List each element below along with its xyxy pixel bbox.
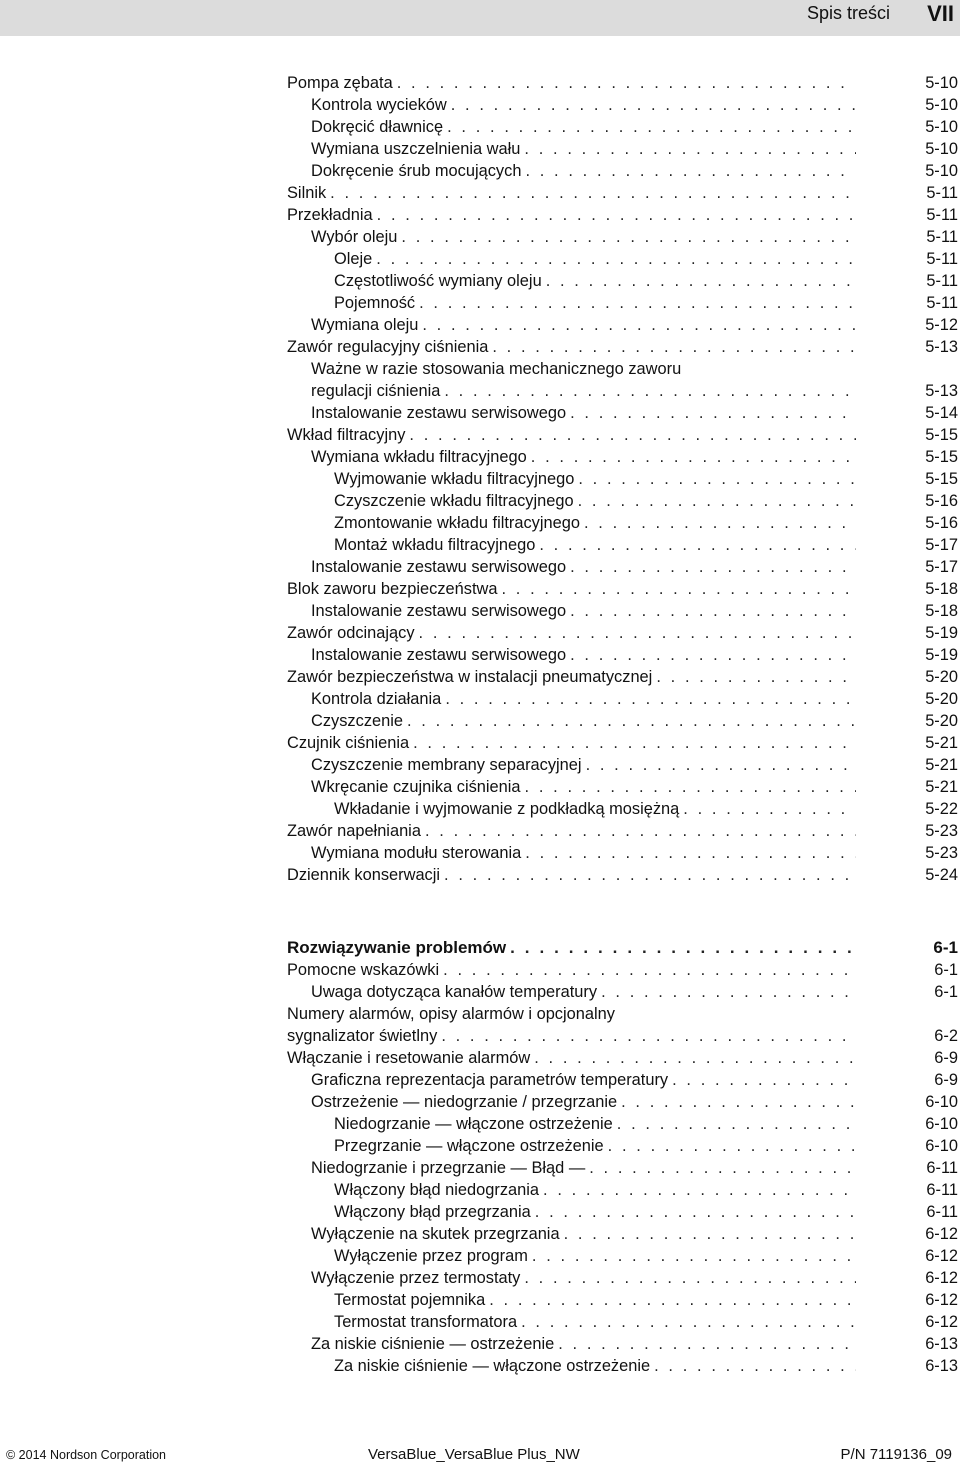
toc-entry-title: Instalowanie zestawu serwisowego: [311, 646, 567, 664]
toc-entry-page: 5-21: [925, 778, 958, 796]
toc-entry-page: 5-16: [925, 492, 958, 510]
toc-entry[interactable]: [287, 204, 958, 226]
toc-section-6: [287, 937, 958, 1377]
toc-entry[interactable]: [287, 270, 958, 292]
toc-dot-leader: [543, 1179, 856, 1201]
toc-entry[interactable]: [287, 1333, 958, 1355]
toc-dot-leader: [444, 864, 856, 886]
toc-dot-leader: [409, 424, 856, 446]
page-footer: [0, 1446, 960, 1466]
toc-entry-page: 6-9: [934, 1049, 958, 1067]
toc-dot-leader: [570, 402, 856, 424]
toc-entry-page: 5-24: [925, 866, 958, 884]
toc-dot-leader: [531, 446, 856, 468]
toc-entry-title: Ostrzeżenie — niedogrzanie / przegrzanie: [311, 1093, 618, 1111]
toc-entry-page: 5-10: [925, 140, 958, 158]
toc-entry[interactable]: [287, 666, 958, 688]
toc-entry-page: 6-12: [925, 1247, 958, 1265]
toc-dot-leader: [407, 710, 856, 732]
toc-entry[interactable]: [287, 116, 958, 138]
toc-entry-title: Uwaga dotycząca kanałów temperatury: [311, 983, 598, 1001]
toc-dot-leader: [510, 937, 856, 959]
toc-entry-page: 5-11: [926, 250, 958, 268]
toc-entry-title: regulacji ciśnienia: [311, 382, 441, 400]
toc-entry-title: Graficzna reprezentacja parametrów temperatury: [311, 1071, 669, 1089]
toc-entry[interactable]: [287, 534, 958, 556]
toc-dot-leader: [524, 138, 856, 160]
toc-dot-leader: [525, 842, 856, 864]
toc-entry-page: 6-13: [925, 1357, 958, 1375]
toc-dot-leader: [413, 732, 856, 754]
toc-dot-leader: [397, 72, 856, 94]
toc-dot-leader: [654, 1355, 856, 1377]
toc-entry-page: 5-16: [925, 514, 958, 532]
toc-entry-title: Zawór bezpieczeństwa w instalacji pneumatycznej: [287, 668, 653, 686]
toc-dot-leader: [524, 1267, 856, 1289]
toc-entry-title: Wyjmowanie wkładu filtracyjnego: [334, 470, 575, 488]
toc-entry-title: Termostat pojemnika: [334, 1291, 486, 1309]
toc-entry-title: Za niskie ciśnienie — włączone ostrzeżenie: [334, 1357, 651, 1375]
toc-entry-page: 5-23: [925, 822, 958, 840]
toc-entry[interactable]: [287, 622, 958, 644]
toc-entry-title: Wyłączenie przez program: [334, 1247, 528, 1265]
toc-entry-page: 5-11: [926, 184, 958, 202]
toc-dot-leader: [683, 798, 856, 820]
toc-entry[interactable]: [287, 1289, 958, 1311]
toc-entry-title: Za niskie ciśnienie — ostrzeżenie: [311, 1335, 555, 1353]
toc-entry-title: Dokręcenie śrub mocujących: [311, 162, 522, 180]
toc-entry-title: Wyłączenie na skutek przegrzania: [311, 1225, 560, 1243]
toc-dot-leader: [564, 1223, 856, 1245]
toc-entry-page: 5-15: [925, 448, 958, 466]
toc-entry[interactable]: [287, 578, 958, 600]
toc-entry-page: 5-20: [925, 668, 958, 686]
toc-entry-page: 5-17: [925, 558, 958, 576]
toc-entry-page: 5-22: [925, 800, 958, 818]
toc-entry[interactable]: [287, 424, 958, 446]
toc-entry-page: 5-10: [925, 74, 958, 92]
toc-entry[interactable]: [287, 94, 958, 116]
toc-entry-title: Wymiana wkładu filtracyjnego: [311, 448, 527, 466]
toc-entry-title: Wkład filtracyjny: [287, 426, 406, 444]
header-page-number: VII: [927, 1, 954, 26]
toc-entry-page: 6-11: [926, 1203, 958, 1221]
toc-dot-leader: [489, 1289, 856, 1311]
toc-entry-page: 6-12: [925, 1225, 958, 1243]
toc-dot-leader: [621, 1091, 856, 1113]
toc-dot-leader: [546, 270, 856, 292]
toc-entry[interactable]: [287, 1355, 958, 1377]
toc-entry[interactable]: [287, 981, 958, 1003]
toc-dot-leader: [425, 820, 856, 842]
toc-entry[interactable]: [287, 732, 958, 754]
toc-dot-leader: [376, 248, 856, 270]
toc-dot-leader: [589, 1157, 856, 1179]
toc-entry-title: Wymiana modułu sterowania: [311, 844, 522, 862]
toc-entry-title: Instalowanie zestawu serwisowego: [311, 558, 567, 576]
toc-dot-leader: [377, 204, 856, 226]
toc-entry[interactable]: [287, 688, 958, 710]
toc-entry-title: sygnalizator świetlny: [287, 1027, 438, 1045]
toc-entry-page: 5-20: [925, 712, 958, 730]
toc-entry-page: 5-12: [925, 316, 958, 334]
toc-entry[interactable]: [287, 864, 958, 886]
toc-entry[interactable]: [287, 72, 958, 94]
toc-entry[interactable]: [287, 798, 958, 820]
toc-entry[interactable]: [287, 182, 958, 204]
toc-entry[interactable]: [287, 937, 958, 959]
toc-entry-page: 5-15: [925, 426, 958, 444]
toc-entry-title: Dokręcić dławnicę: [311, 118, 444, 136]
toc-dot-leader: [578, 490, 856, 512]
toc-entry-title: Włączony błąd niedogrzania: [334, 1181, 540, 1199]
toc-entry-page: 6-1: [934, 961, 958, 979]
toc-dot-leader: [422, 314, 856, 336]
footer-part-number: P/N 7119136_09: [840, 1446, 952, 1463]
toc-dot-leader: [330, 182, 856, 204]
toc-dot-leader: [570, 556, 856, 578]
toc-dot-leader: [492, 336, 856, 358]
toc-entry-title: Termostat transformatora: [334, 1313, 518, 1331]
page-header: [0, 0, 960, 36]
toc-entry-page: 5-10: [925, 118, 958, 136]
toc-entry[interactable]: [287, 160, 958, 182]
toc-entry-title: Niedogrzanie — włączone ostrzeżenie: [334, 1115, 613, 1133]
toc-entry[interactable]: [287, 226, 958, 248]
toc-entry-page: 5-14: [925, 404, 958, 422]
toc-entry-title: Oleje: [334, 250, 373, 268]
toc-entry-page: 6-1: [933, 938, 958, 957]
toc-entry[interactable]: [287, 490, 958, 512]
toc-entry-page: 6-12: [925, 1291, 958, 1309]
toc-entry[interactable]: [287, 1223, 958, 1245]
toc-entry[interactable]: [287, 512, 958, 534]
toc-entry-title: Montaż wkładu filtracyjnego: [334, 536, 536, 554]
toc-entry-title: Pojemność: [334, 294, 416, 312]
toc-entry[interactable]: [287, 1091, 958, 1113]
toc-entry-title: Czyszczenie wkładu filtracyjnego: [334, 492, 574, 510]
toc-entry-title: Instalowanie zestawu serwisowego: [311, 404, 567, 422]
toc-dot-leader: [521, 1311, 856, 1333]
toc-dot-leader: [535, 1201, 856, 1223]
toc-entry[interactable]: [287, 754, 958, 776]
toc-entry[interactable]: [287, 959, 958, 981]
toc-entry-page: 5-18: [925, 602, 958, 620]
toc-entry-page: 5-15: [925, 470, 958, 488]
toc-entry[interactable]: [287, 1025, 958, 1047]
toc-entry-title: Wkręcanie czujnika ciśnienia: [311, 778, 521, 796]
toc-entry-page: 6-10: [925, 1115, 958, 1133]
toc-entry-title: Włączanie i resetowanie alarmów: [287, 1049, 531, 1067]
toc-entry[interactable]: [287, 446, 958, 468]
toc-dot-leader: [672, 1069, 856, 1091]
toc-entry-title: Przekładnia: [287, 206, 373, 224]
toc-entry-title: Instalowanie zestawu serwisowego: [311, 602, 567, 620]
toc-entry[interactable]: [287, 1069, 958, 1091]
toc-entry[interactable]: [287, 776, 958, 798]
toc-entry-page: 5-11: [926, 272, 958, 290]
toc-dot-leader: [447, 116, 856, 138]
toc-entry-title: Kontrola działania: [311, 690, 442, 708]
toc-entry-title: Wybór oleju: [311, 228, 398, 246]
toc-dot-leader: [656, 666, 856, 688]
toc-entry-page: 5-19: [925, 624, 958, 642]
toc-dot-leader: [443, 959, 856, 981]
toc-entry-page: 5-11: [926, 228, 958, 246]
toc-entry-page: 5-11: [926, 294, 958, 312]
toc-entry[interactable]: [287, 556, 958, 578]
toc-entry-page: 5-19: [925, 646, 958, 664]
toc-entry-page: 6-1: [934, 983, 958, 1001]
toc-entry-page: 5-10: [925, 162, 958, 180]
toc-dot-leader: [558, 1333, 856, 1355]
toc-dot-leader: [419, 292, 856, 314]
toc-entry-page: 5-11: [926, 206, 958, 224]
toc-dot-leader: [441, 1025, 856, 1047]
toc-dot-leader: [532, 1245, 856, 1267]
toc-entry-page: 5-21: [925, 756, 958, 774]
toc-entry-page: 5-17: [925, 536, 958, 554]
toc-entry-page: 5-20: [925, 690, 958, 708]
toc-entry-title: Czyszczenie membrany separacyjnej: [311, 756, 582, 774]
toc-dot-leader: [539, 534, 856, 556]
footer-copyright: © 2014 Nordson Corporation: [6, 1448, 166, 1462]
toc-dot-leader: [570, 644, 856, 666]
toc-dot-leader: [578, 468, 856, 490]
toc-entry-title: Zawór napełniania: [287, 822, 421, 840]
toc-dot-leader: [445, 688, 856, 710]
toc-dot-leader: [501, 578, 856, 600]
toc-entry-title: Czujnik ciśnienia: [287, 734, 410, 752]
toc-entry-title: Dziennik konserwacji: [287, 866, 441, 884]
toc-entry-title: Częstotliwość wymiany oleju: [334, 272, 542, 290]
toc-entry-title: Zawór regulacyjny ciśnienia: [287, 338, 489, 356]
toc-entry-title: Czyszczenie: [311, 712, 403, 730]
toc-entry-title: Niedogrzanie i przegrzanie — Błąd —: [311, 1159, 586, 1177]
toc-entry-page: 5-10: [925, 96, 958, 114]
toc-entry[interactable]: [287, 1047, 958, 1069]
toc-dot-leader: [534, 1047, 856, 1069]
toc-entry[interactable]: [287, 820, 958, 842]
toc-dot-leader: [525, 776, 856, 798]
toc-entry-title: Wkładanie i wyjmowanie z podkładką mosiężną: [334, 800, 680, 818]
toc-entry-page: 6-13: [925, 1335, 958, 1353]
toc-entry-title: Kontrola wycieków: [311, 96, 447, 114]
toc-dot-leader: [617, 1113, 856, 1135]
toc-entry-page: 5-13: [925, 382, 958, 400]
toc-entry[interactable]: [287, 468, 958, 490]
toc-entry-page: 6-12: [925, 1269, 958, 1287]
toc-entry-title-line: Numery alarmów, opisy alarmów i opcjonalny: [287, 1005, 615, 1023]
toc-entry[interactable]: [287, 292, 958, 314]
footer-document-name: VersaBlue_VersaBlue Plus_NW: [368, 1446, 580, 1463]
toc-entry[interactable]: [287, 1267, 958, 1289]
toc-entry-title-line: Ważne w razie stosowania mechanicznego zaworu: [311, 360, 682, 378]
toc-entry-title: Blok zaworu bezpieczeństwa: [287, 580, 498, 598]
toc-entry[interactable]: [287, 138, 958, 160]
toc-entry[interactable]: [287, 1113, 958, 1135]
toc-entry-title: Silnik: [287, 184, 327, 202]
toc-entry-title: Zawór odcinający: [287, 624, 415, 642]
toc-entry[interactable]: [287, 1245, 958, 1267]
toc-entry-page: 5-23: [925, 844, 958, 862]
toc-entry-title: Wymiana uszczelnienia wału: [311, 140, 521, 158]
toc-entry[interactable]: [287, 1179, 958, 1201]
toc-entry[interactable]: [287, 1157, 958, 1179]
toc-entry[interactable]: [287, 380, 958, 402]
toc-entry-title: Wyłączenie przez termostaty: [311, 1269, 521, 1287]
toc-entry-page: 5-18: [925, 580, 958, 598]
toc-entry-title: Pompa zębata: [287, 74, 393, 92]
toc-entry-title: Wymiana oleju: [311, 316, 419, 334]
toc-entry-title: Przegrzanie — włączone ostrzeżenie: [334, 1137, 604, 1155]
toc-entry[interactable]: [287, 1135, 958, 1157]
toc-entry-page: 5-21: [925, 734, 958, 752]
toc-dot-leader: [419, 622, 856, 644]
toc-entry-title: Pomocne wskazówki: [287, 961, 440, 979]
toc-entry[interactable]: [287, 402, 958, 424]
toc-dot-leader: [451, 94, 856, 116]
toc-entry-title: Rozwiązywanie problemów: [287, 938, 507, 957]
toc-entry[interactable]: [287, 336, 958, 358]
header-title: Spis treści: [806, 3, 890, 23]
toc-entry[interactable]: [287, 600, 958, 622]
toc-entry-page: 6-10: [925, 1093, 958, 1111]
toc-dot-leader: [401, 226, 856, 248]
toc-dot-leader: [525, 160, 856, 182]
toc-entry[interactable]: [287, 842, 958, 864]
toc-entry[interactable]: [287, 710, 958, 732]
toc-entry[interactable]: [287, 644, 958, 666]
toc-dot-leader: [570, 600, 856, 622]
toc-entry[interactable]: [287, 1311, 958, 1333]
toc-entry-page: 6-11: [926, 1159, 958, 1177]
toc-entry[interactable]: [287, 1201, 958, 1223]
toc-section-5: [287, 72, 958, 886]
toc-entry-title: Włączony błąd przegrzania: [334, 1203, 531, 1221]
toc-entry[interactable]: [287, 248, 958, 270]
toc-dot-leader: [608, 1135, 856, 1157]
toc-entry-page: 6-12: [925, 1313, 958, 1331]
toc-entry-page: 6-9: [934, 1071, 958, 1089]
toc-entry-page: 6-11: [926, 1181, 958, 1199]
toc-entry-page: 5-13: [925, 338, 958, 356]
toc-entry[interactable]: [287, 314, 958, 336]
toc-entry-page: 6-2: [934, 1027, 958, 1045]
toc-entry-page: 6-10: [925, 1137, 958, 1155]
toc-dot-leader: [601, 981, 856, 1003]
toc-dot-leader: [584, 512, 856, 534]
toc-entry-title: Zmontowanie wkładu filtracyjnego: [334, 514, 580, 532]
toc-dot-leader: [586, 754, 856, 776]
toc-dot-leader: [444, 380, 856, 402]
